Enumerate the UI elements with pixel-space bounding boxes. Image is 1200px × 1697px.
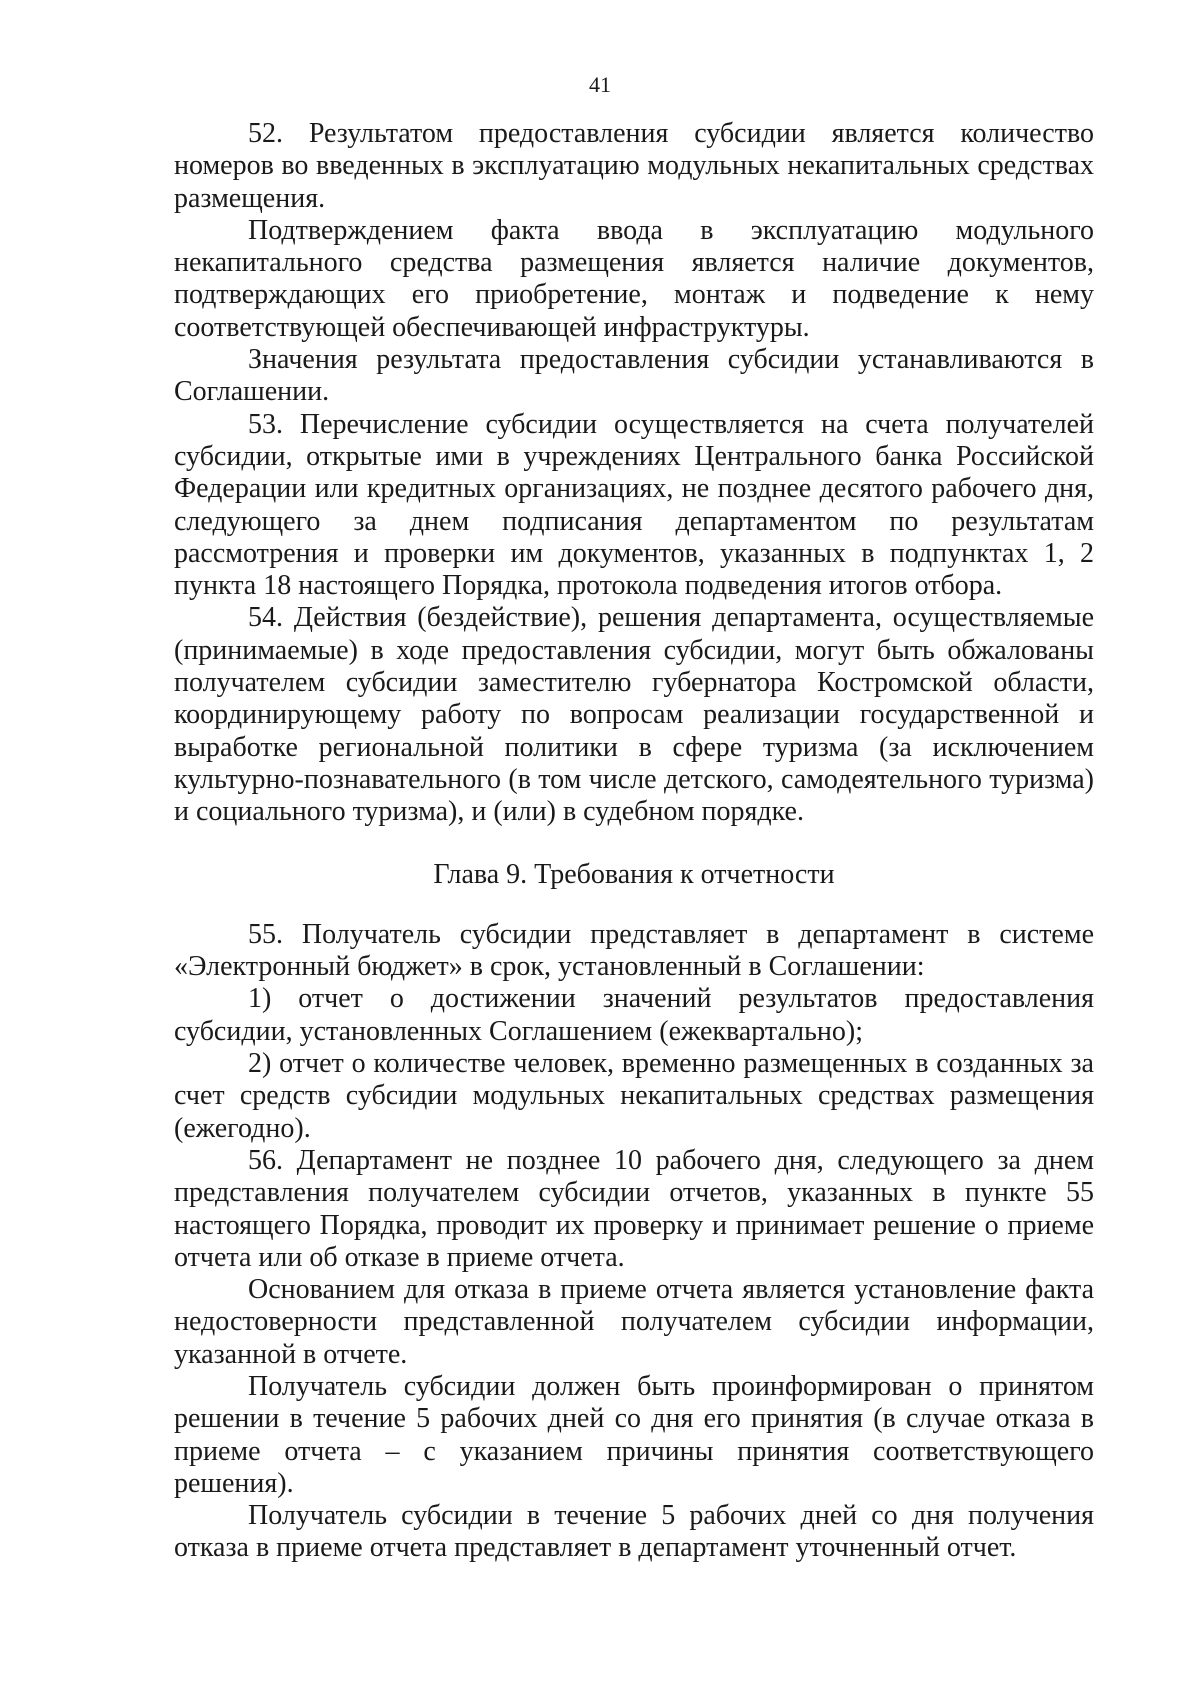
paragraph-56: 56. Департамент не позднее 10 рабочего дня, следующего за днем представления получателем субсидии отчетов, указанных в пункте 55 настоящего Порядка, проводит их проверку и принимает решение о приеме отчета или об отказе в приеме отчета. bbox=[174, 1144, 1094, 1273]
document-body bbox=[174, 118, 1094, 1565]
paragraph-52-values: Значения результата предоставления субсидии устанавливаются в Соглашении. bbox=[174, 344, 1094, 408]
paragraph-53: 53. Перечисление субсидии осуществляется на счета получателей субсидии, открытые ими в учреждениях Центрального банка Российской Федерации или кредитных организациях, не позднее десятого рабочего дня, следующего за днем подписания департаментом по результатам рассмотрения и проверки им документов, указанных в подпунктах 1, 2 пункта 18 настоящего Порядка, протокола подведения итогов отбора. bbox=[174, 408, 1094, 602]
paragraph-55-item-2: 2) отчет о количестве человек, временно размещенных в созданных за счет средств субсидии модульных некапитальных средствах размещения (ежегодно). bbox=[174, 1048, 1094, 1144]
paragraph-52-confirmation: Подтверждением факта ввода в эксплуатацию модульного некапитального средства размещения является наличие документов, подтверждающих его приобретение, монтаж и подведение к нему соответствующей обеспечивающей инфраструктуры. bbox=[174, 214, 1094, 343]
paragraph-55: 55. Получатель субсидии представляет в департамент в системе «Электронный бюджет» в срок, установленный в Соглашении: bbox=[174, 918, 1094, 983]
paragraph-54: 54. Действия (бездействие), решения департамента, осуществляемые (принимаемые) в ходе предоставления субсидии, могут быть обжалованы получателем субсидии заместителю губернатора Костромской области, координирующему работу по вопросам реализации государственной и выработке региональной политики в сфере туризма (за исключением культурно-познавательного (в том числе детского, самодеятельного туризма) и социального туризма), и (или) в судебном порядке. bbox=[174, 602, 1094, 828]
paragraph-52: 52. Результатом предоставления субсидии является количество номеров во введенных в эксплуатацию модульных некапитальных средствах размещения. bbox=[174, 118, 1094, 214]
page-number: 41 bbox=[589, 72, 611, 97]
chapter-heading: Глава 9. Требования к отчетности bbox=[433, 858, 835, 890]
paragraph-56-notification: Получатель субсидии должен быть проинформирован о принятом решении в течение 5 рабочих дней со дня его принятия (в случае отказа в приеме отчета – с указанием причины принятия соответствующего решения). bbox=[174, 1370, 1094, 1499]
paragraph-56-resubmission: Получатель субсидии в течение 5 рабочих дней со дня получения отказа в приеме отчета представляет в департамент уточненный отчет. bbox=[174, 1500, 1094, 1564]
paragraph-55-item-1: 1) отчет о достижении значений результатов предоставления субсидии, установленных Соглашением (ежеквартально); bbox=[174, 983, 1094, 1047]
paragraph-56-refusal-basis: Основанием для отказа в приеме отчета является установление факта недостоверности представленной получателем субсидии информации, указанной в отчете. bbox=[174, 1274, 1094, 1370]
